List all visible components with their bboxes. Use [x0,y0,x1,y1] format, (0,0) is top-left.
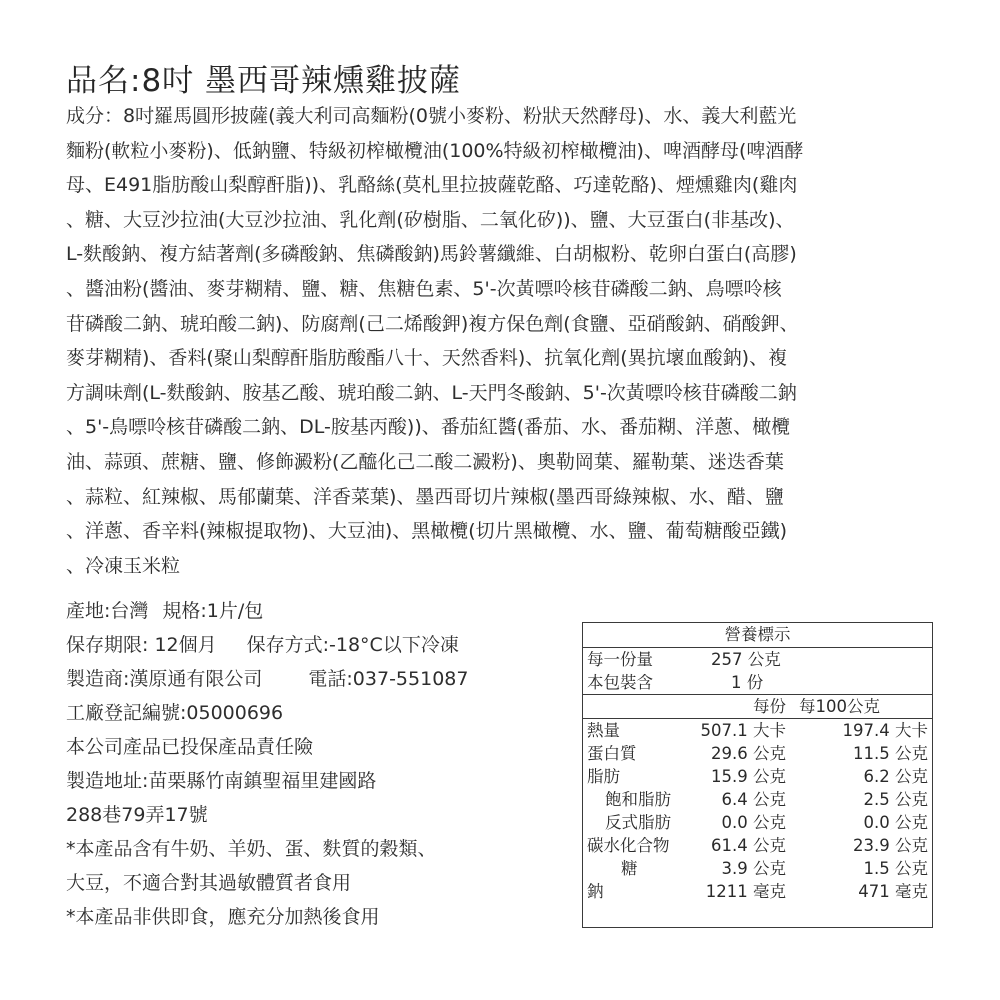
nutrient-per-serving: 1211 毫克 [705,882,786,901]
product-info [66,594,586,934]
ingredients-line: 、洋蔥、香辛料(辣椒提取物)、大豆油)、黑橄欖(切片黑橄欖、水、鹽、葡萄糖酸亞鐵) [66,520,788,543]
manufacturer: 製造商:漢原通有限公司 [66,668,263,690]
storage-line [66,628,586,662]
factory-registration: 工廠登記編號:05000696 [66,702,284,724]
ingredients-line: 麥芽糊精)、香料(聚山梨醇酐脂肪酸酯八十、天然香料)、抗氧化劑(異抗壞血酸鈉)、複 [66,347,788,370]
ingredients-line: 成分：8吋羅馬圓形披薩(義大利司高麵粉(0號小麥粉、粉狀天然酵母)、水、義大利藍光 [66,105,797,127]
ingredients-line: 、5'-鳥嘌呤核苷磷酸二鈉、DL-胺基丙酸))、番茄紅醬(番茄、水、番茄糊、洋蔥、橄欖 [66,416,791,439]
ingredients-line: 、糖、大豆沙拉油(大豆沙拉油、乳化劑(矽樹脂、二氧化矽))、鹽、大豆蛋白(非基改)、 [66,208,795,231]
nutrient-per-100g: 6.2 公克 [863,767,928,786]
serving-size-label: 每一份量 [587,650,653,669]
nutrient-per-100g: 23.9 公克 [853,836,928,855]
serving-size-value: 257 公克 [711,650,781,669]
nutrient-per-100g: 1.5 公克 [863,859,928,878]
nutrient-per-serving: 3.9 公克 [721,859,786,878]
address-line-1: 製造地址:苗栗縣竹南鎮聖福里建國路 [66,770,377,792]
nutrient-row [583,811,932,834]
servings-per-package-row [583,671,932,695]
per-100g-header: 每100公克 [799,697,880,716]
nutrient-label: 脂肪 [587,767,620,786]
storage-method: 保存方式:-18°C以下冷凍 [246,634,459,656]
nutrient-per-100g: 471 毫克 [858,882,928,901]
per-serving-header: 每份 [753,697,786,716]
column-header-row [583,695,932,719]
ingredients-line: 油、蒜頭、蔗糖、鹽、修飾澱粉(乙醯化己二酸二澱粉)、奧勒岡葉、羅勒葉、迷迭香葉 [66,450,784,473]
allergen-line-1: *本產品含有牛奶、羊奶、蛋、麩質的穀類、 [66,838,437,860]
ingredients-line: 苷磷酸二鈉、琥珀酸二鈉)、防腐劑(己二烯酸鉀)複方保色劑(食鹽、亞硝酸鈉、硝酸鉀、 [66,312,799,335]
allergen-line-2: 大豆，不適合對其過敏體質者食用 [66,872,352,894]
nutrient-label: 糖 [621,859,638,878]
ingredients-line: 麵粉(軟粒小麥粉)、低鈉鹽、特級初榨橄欖油(100%特級初榨橄欖油)、啤酒酵母(啤酒酵 [66,139,804,162]
manufacturer-line [66,662,586,696]
heating-warning: *本產品非供即食，應充分加熱後食用 [66,906,380,928]
ingredients-line: 母、E491脂肪酸山梨醇酐脂))、乳酪絲(莫札里拉披薩乾酪、巧達乾酪)、煙燻雞肉(雞肉 [66,174,798,197]
nutrient-per-serving: 61.4 公克 [711,836,786,855]
origin: 產地:台灣 [66,600,149,622]
ingredients-line: 、醬油粉(醬油、麥芽糊精、鹽、糖、焦糖色素、5'-次黃嘌呤核苷磷酸二鈉、鳥嘌呤核 [66,277,782,300]
nutrition-heading: 營養標示 [583,623,932,648]
ingredients-line: 方調味劑(L-麩酸鈉、胺基乙酸、琥珀酸二鈉、L-天門冬酸鈉、5'-次黃嘌呤核苷磷酸二鈉 [66,381,797,404]
nutrient-label: 反式脂肪 [605,813,671,832]
nutrient-rows [583,719,932,903]
nutrient-label: 鈉 [587,882,604,901]
nutrient-row [583,742,932,765]
nutrient-per-100g: 197.4 大卡 [842,721,928,740]
nutrient-row [583,719,932,742]
origin-spec-line [66,594,586,628]
servings-value: 1 份 [731,673,764,692]
nutrient-per-serving: 29.6 公克 [711,744,786,763]
nutrient-label: 碳水化合物 [587,836,670,855]
nutrition-facts-table [582,622,933,928]
ingredients-block [66,99,946,583]
nutrient-per-serving: 507.1 大卡 [700,721,786,740]
shelf-life: 保存期限: 12個月 [66,634,217,656]
address-line-2: 288巷79弄17號 [66,804,208,826]
nutrient-label: 熱量 [587,721,620,740]
product-title: 品名:8吋 墨西哥辣燻雞披薩 [66,63,462,99]
ingredients-line: 、冷凍玉米粒 [66,554,181,577]
serving-size-row [583,648,932,671]
ingredients-line: L-麩酸鈉、複方結著劑(多磷酸鈉、焦磷酸鈉)馬鈴薯纖維、白胡椒粉、乾卵白蛋白(高膠) [66,243,797,266]
nutrient-row [583,857,932,880]
phone: 電話:037-551087 [308,668,469,690]
nutrient-per-100g: 0.0 公克 [863,813,928,832]
insurance-note: 本公司產品已投保產品責任險 [66,736,314,758]
nutrient-label: 飽和脂肪 [605,790,671,809]
ingredients-line: 、蒜粒、紅辣椒、馬郁蘭葉、洋香菜葉)、墨西哥切片辣椒(墨西哥綠辣椒、水、醋、鹽 [66,485,784,508]
nutrient-per-serving: 15.9 公克 [711,767,786,786]
nutrient-row [583,788,932,811]
nutrient-per-serving: 0.0 公克 [721,813,786,832]
nutrient-per-serving: 6.4 公克 [721,790,786,809]
nutrient-row [583,765,932,788]
nutrient-row [583,834,932,857]
nutrient-per-100g: 11.5 公克 [853,744,928,763]
servings-label: 本包裝含 [587,673,653,692]
nutrient-label: 蛋白質 [587,744,637,763]
nutrient-per-100g: 2.5 公克 [863,790,928,809]
nutrient-row [583,880,932,903]
spec: 規格:1片/包 [162,600,264,622]
